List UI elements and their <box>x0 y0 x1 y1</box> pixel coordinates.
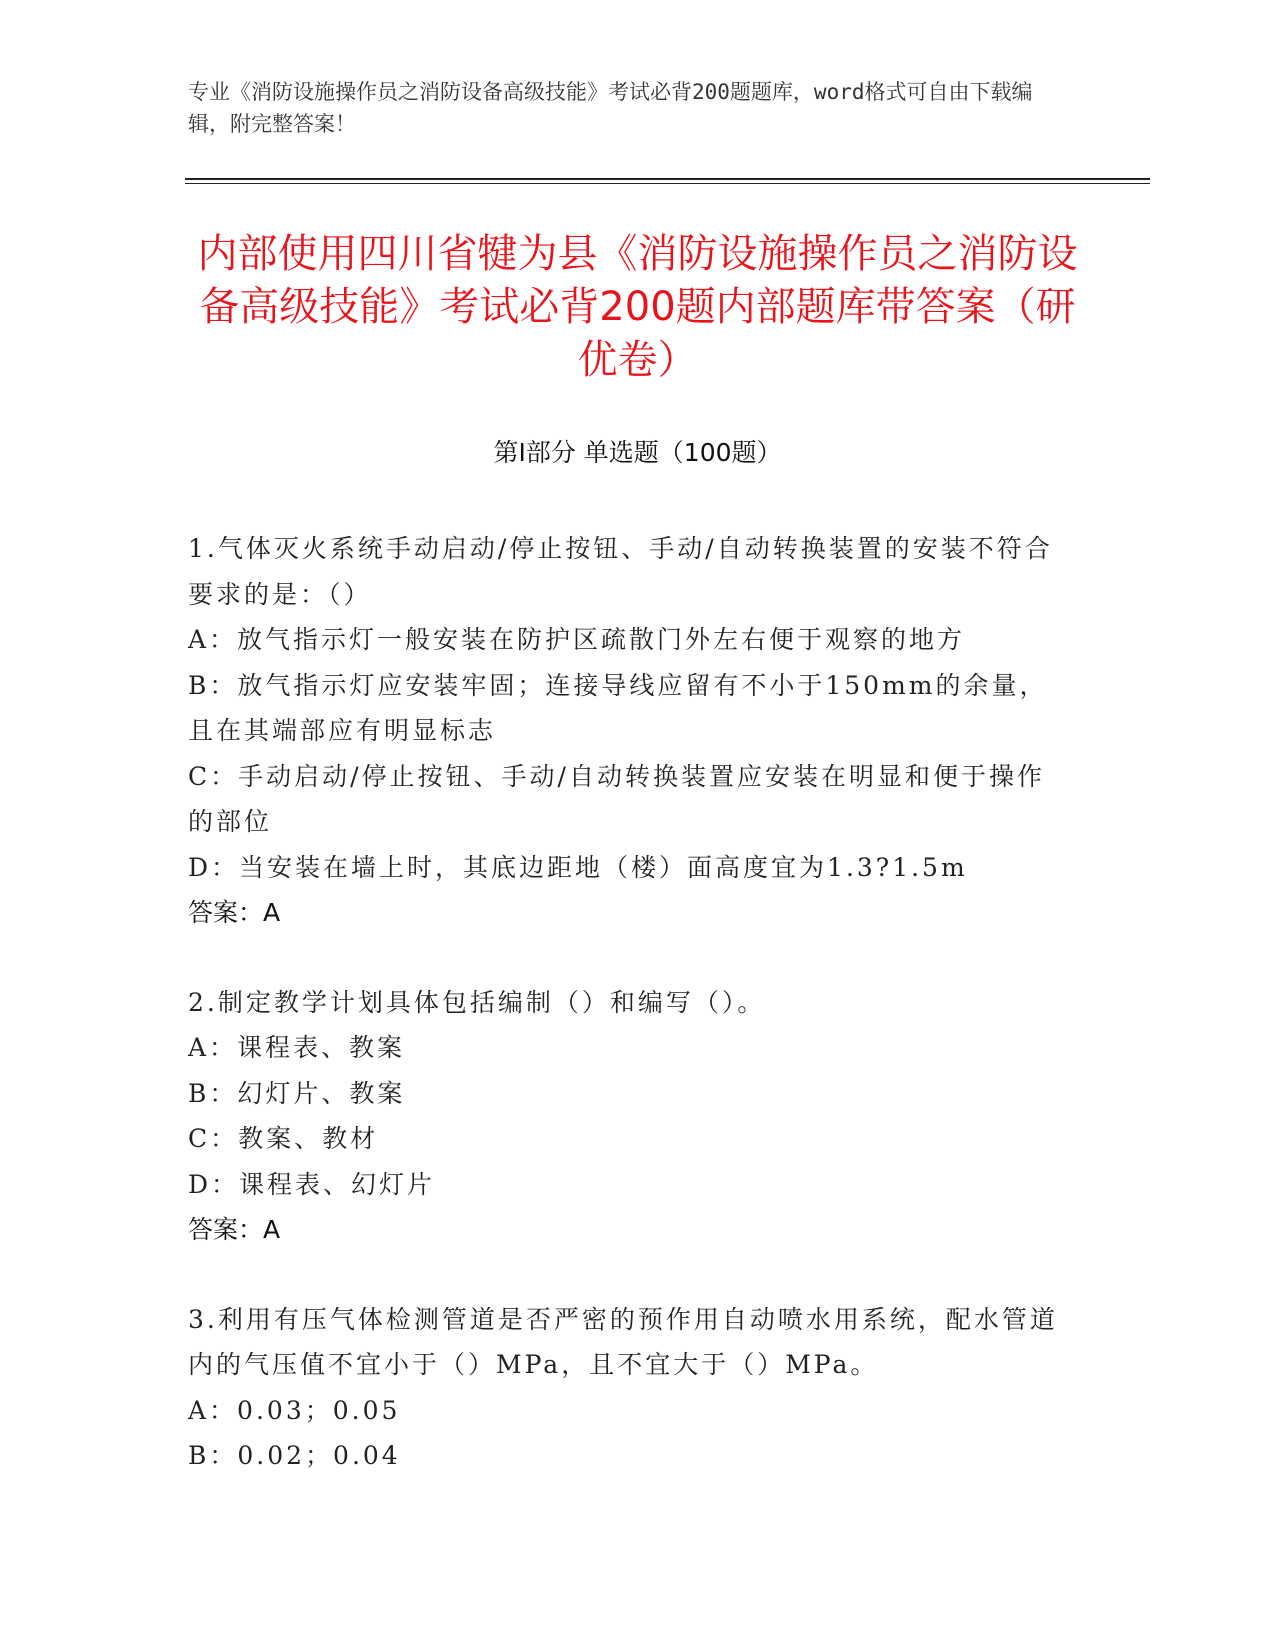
option-a: A：课程表、教案 <box>188 1033 406 1062</box>
header-divider <box>185 178 1150 180</box>
option-c: C：手动启动/停止按钮、手动/自动转换装置应安装在明显和便于操作的部位 <box>188 761 1045 836</box>
question-list <box>188 526 1068 1523</box>
question-stem: 2.制定教学计划具体包括编制（）和编写（）。 <box>188 987 766 1017</box>
option-a: A：放气指示灯一般安装在防护区疏散门外左右便于观察的地方 <box>188 625 966 654</box>
question-stem: 3.利用有压气体检测管道是否严密的预作用自动喷水用系统，配水管道内的气压值不宜小于（）MPa，且不宜大于（）MPa。 <box>188 1304 1058 1379</box>
option-b: B：幻灯片、教案 <box>188 1078 406 1108</box>
question-3 <box>188 1297 1068 1479</box>
header-divider-thin <box>185 183 1150 184</box>
option-b: B：0.02；0.04 <box>188 1441 401 1470</box>
header-note: 专业《消防设施操作员之消防设备高级技能》考试必背200题题库，word格式可自由下载编辑，附完整答案！ <box>188 80 1033 136</box>
section-title: 第Ⅰ部分 单选题（100题） <box>493 438 782 467</box>
question-2 <box>188 980 1068 1253</box>
option-b: B：放气指示灯应安装牢固；连接导线应留有不小于150mm的余量，且在其端部应有明显标志 <box>188 670 1048 745</box>
document-title: 内部使用四川省犍为县《消防设施操作员之消防设备高级技能》考试必背200题内部题库带答案（研优卷） <box>197 231 1078 383</box>
option-c: C：教案、教材 <box>188 1124 379 1153</box>
question-stem: 1.气体灭火系统手动启动/停止按钮、手动/自动转换装置的安装不符合要求的是：（） <box>188 534 1053 609</box>
option-a: A：0.03；0.05 <box>188 1395 401 1425</box>
option-d: D：当安装在墙上时，其底边距地（楼）面高度宜为1.3?1.5m <box>188 852 968 882</box>
option-d: D：课程表、幻灯片 <box>188 1169 436 1199</box>
answer-line: 答案：A <box>188 898 281 927</box>
answer-line: 答案：A <box>188 1215 281 1244</box>
question-1 <box>188 526 1068 936</box>
